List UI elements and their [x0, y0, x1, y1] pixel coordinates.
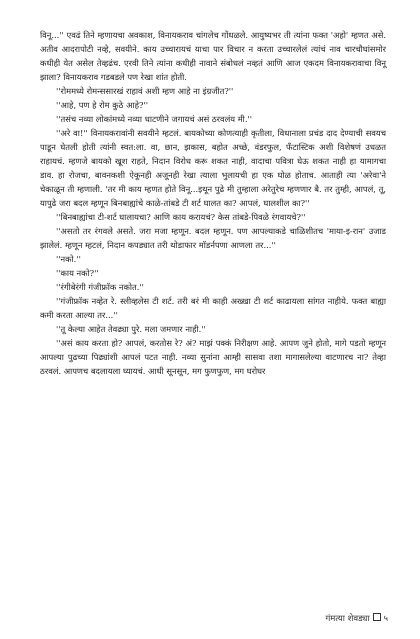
- paragraph: ''रंगीबेरंगी गंजीफ्रॉक नकोत.'': [56, 282, 144, 292]
- separator-box-icon: [373, 613, 381, 621]
- paragraph: ''अरे वा!'' विनायकरावांनी सवयीने म्हटलं. बायकोच्या कोणत्याही कृतीला, विधानाला प्रचंड दाद देण्याची सवयच पाडून घेतली होती त्यांनी स्वत:ला. वा, छान, झकास, बहोत अच्छे, वंडरफुल, फँटास्टिक अशी विशेषणं उधळत राहायचं. म्हणजे बायको खूश राहते, निदान विरोध करू शकत नाही, वादाचा पवित्रा घेऊ शकत नाही हा यामागचा डाव. हा रोजचा, बावनकशी ऐकूनही अजूनही रेखा त्याला भुलायची हा एक घोळ होताच. आताही त्या 'अरेवा'ने चेकाळून ती म्हणाली. 'तर मी काय म्हणत होते विनू...इथून पुढे मी तुम्हाला अरेतुरेच म्हणणार बै. तर तुम्ही, आपलं, तू, यापुढे जरा बदल म्हणून बिनबाह्यांचे काळे-तांबडे टी शर्ट घालत का? आपलं, घालशील का?'': [40, 128, 386, 208]
- document-page: [40, 28, 386, 608]
- page-footer: [325, 613, 388, 624]
- page-number: ५: [383, 614, 388, 624]
- body-text: [40, 28, 386, 378]
- paragraph: विनू...'' एवढं तिने म्हणायचा अवकाश, विनायकराव चांगलेच गोंधळले. आयुष्यभर ती त्यांना फक्त 'अहो' म्हणत असे. अतीव आदरापोटी नव्हे, सवयीने. काय उच्चारायचं याचा पार विचार न करता उच्चारलेलं त्यांचं नाव चारचौघांसमोर कधीही येत असेल तेव्हढंच. एरवी तिने त्यांना कधीही नावाने संबोधलं नव्हतं आणि आज एकदम विनायकरावाचा विनू झाला? विनायकराव गडबडले पण रेखा शांत होती.: [40, 30, 386, 82]
- paragraph: ''काय नको?'': [56, 268, 99, 278]
- paragraph: ''रोममध्ये रोमन्ससारखं राहावं अशी म्हण आहे ना इंग्रजीत?'': [56, 86, 234, 96]
- paragraph: ''असतो तर रंगवले असते. जरा मजा म्हणून. बदल म्हणून. पण आपल्याकडे चाळिशीतच 'माया-इ-रान' उजाड झालेलं. म्हणून म्हटलं, निदान कपड्यात तरी थोडाफार मॉडर्नपणा आणला तर...'': [40, 226, 386, 250]
- paragraph: ''बिनबाह्यांचा टी-शर्ट घालायचा? आणि काय करायचं? केस तांबडे-पिवळे रंगवायचे?'': [56, 212, 306, 222]
- paragraph: ''नको.'': [56, 254, 81, 264]
- paragraph: ''तसंच नव्या लोकांमध्ये नव्या धाटणीने जगायचं असं ठरवलंय मी.'': [56, 114, 253, 124]
- running-title: गंमत्या शेवड्या: [325, 614, 370, 624]
- paragraph: ''असं काय करता हो? आपलं, करतोस रे? अं? माझं पक्कं निरीक्षण आहे. आपण जुने होतो, मागे पडतो म्हणून आपल्या पुढच्या पिढ्यांशी आपलं पटत नाही. नव्या सुनांना आम्ही सासवा तशा मागासलेल्या वाटणारच ना? तेव्हा ठरवलं. आपणच बदलायला घ्यायचं. आधी सूनसून, मग फुणफुण, मग घरोघर: [40, 338, 386, 376]
- paragraph: ''आहे, पण हे रोम कुठे आहे?'': [56, 100, 148, 110]
- paragraph: ''तू केल्या आहेत तेवढ्या पुरे. मला जमणार नाही.'': [56, 324, 206, 334]
- paragraph: ''गंजीफ्रॉक नव्हेत रे. स्लीव्हलेस टी शर्ट. तरी बरं मी काही अख्खा टी शर्ट काढायला सांगत नाहीये. फक्त बाह्या कमी करता आल्या तर...'': [40, 296, 386, 320]
